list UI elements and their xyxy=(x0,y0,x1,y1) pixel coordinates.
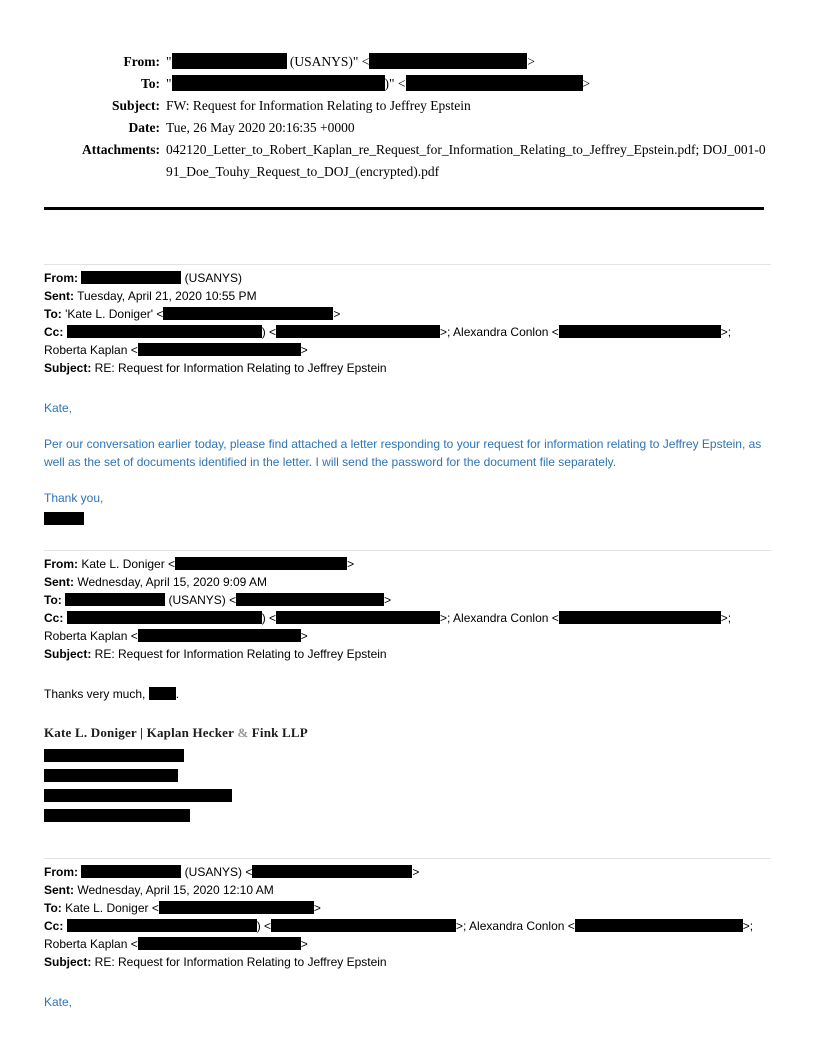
body-paragraph xyxy=(44,724,771,742)
redaction-bar xyxy=(44,789,232,802)
email-divider xyxy=(44,858,771,859)
redaction-bar xyxy=(163,307,333,320)
redaction-bar xyxy=(406,75,583,91)
text-segment: >; Alexandra Conlon < xyxy=(456,919,575,933)
text-segment: > xyxy=(384,593,392,607)
quoted-email-headers xyxy=(44,863,771,971)
text-segment: >; Alexandra Conlon < xyxy=(440,325,559,339)
redaction-bar xyxy=(236,593,384,606)
header-thick-divider xyxy=(44,207,764,210)
header-line xyxy=(44,881,771,899)
redaction-bar xyxy=(559,325,721,338)
header-line xyxy=(44,899,771,917)
text-segment: ) < xyxy=(261,325,277,339)
header-line xyxy=(44,917,771,935)
text-segment: Tuesday, April 21, 2020 10:55 PM xyxy=(74,289,257,303)
redaction-bar xyxy=(172,75,385,91)
text-segment: Subject: xyxy=(44,361,92,375)
text-segment: To: xyxy=(44,593,62,607)
header-line xyxy=(44,323,771,341)
text-segment: > xyxy=(333,307,341,321)
text-segment: RE: Request for Information Relating to Jeffrey Epstein xyxy=(91,361,387,375)
body-paragraph xyxy=(44,435,771,471)
header-line xyxy=(44,341,771,359)
redaction-bar xyxy=(138,343,301,356)
text-segment: Wednesday, April 15, 2020 12:10 AM xyxy=(74,883,274,897)
header-field-value xyxy=(166,117,771,139)
text-segment: > xyxy=(582,76,591,91)
text-segment: Roberta Kaplan < xyxy=(44,343,138,357)
header-field-from xyxy=(44,51,771,73)
header-field-attachments xyxy=(44,139,771,183)
redaction-bar xyxy=(81,865,181,878)
redaction-bar xyxy=(559,611,721,624)
header-field-label: Attachments: xyxy=(82,142,160,157)
email-divider xyxy=(44,264,771,265)
text-segment: >; xyxy=(720,325,732,339)
header-line xyxy=(44,591,771,609)
redaction-bar xyxy=(44,512,84,525)
redaction-bar xyxy=(67,919,257,932)
text-segment: & xyxy=(237,725,249,740)
email-divider xyxy=(44,550,771,551)
header-line xyxy=(44,627,771,645)
header-line xyxy=(44,305,771,323)
redaction-line xyxy=(44,769,771,787)
quoted-email-2 xyxy=(44,550,771,827)
header-field-subject xyxy=(44,95,771,117)
text-segment: Kate L. Doniger < xyxy=(78,557,176,571)
text-segment: From: xyxy=(44,271,78,285)
redaction-bar xyxy=(44,809,190,822)
header-line xyxy=(44,645,771,663)
header-line xyxy=(44,555,771,573)
header-line xyxy=(44,609,771,627)
text-segment: Kate, xyxy=(44,401,73,415)
text-segment: > xyxy=(412,865,420,879)
body-paragraph xyxy=(44,993,771,1011)
text-segment: >; Alexandra Conlon < xyxy=(440,611,559,625)
quoted-email-headers xyxy=(44,555,771,663)
header-field-value xyxy=(166,139,771,183)
quoted-email-1 xyxy=(44,264,771,530)
text-segment: > xyxy=(300,629,308,643)
text-segment: Sent: xyxy=(44,575,74,589)
redaction-bar xyxy=(138,629,301,642)
text-segment: > xyxy=(527,54,536,69)
redaction-bar xyxy=(276,325,440,338)
header-field-value xyxy=(166,95,771,117)
text-segment: >; xyxy=(742,919,754,933)
header-field-label: Subject: xyxy=(112,98,160,113)
redaction-bar xyxy=(65,593,165,606)
redaction-bar xyxy=(67,611,262,624)
text-segment: RE: Request for Information Relating to Jeffrey Epstein xyxy=(91,647,387,661)
redaction-line xyxy=(44,809,771,827)
text-segment: Cc: xyxy=(44,325,64,339)
text-segment: Cc: xyxy=(44,919,64,933)
text-segment: Fink LLP xyxy=(248,725,308,740)
text-segment: Cc: xyxy=(44,611,64,625)
text-segment: (USANYS) < xyxy=(181,865,253,879)
text-segment: Sent: xyxy=(44,883,74,897)
redaction-bar xyxy=(271,919,456,932)
body-paragraph xyxy=(44,685,771,703)
redaction-bar xyxy=(159,901,314,914)
text-segment: > xyxy=(300,343,308,357)
quoted-email-body xyxy=(44,993,771,1011)
text-segment: Kate L. Doniger | Kaplan Hecker xyxy=(44,725,238,740)
text-segment: To: xyxy=(44,901,62,915)
header-field-label: To: xyxy=(140,76,160,91)
header-line xyxy=(44,269,771,287)
text-segment: >; xyxy=(720,611,732,625)
header-line xyxy=(44,359,771,377)
header-line xyxy=(44,935,771,953)
body-paragraph xyxy=(44,399,771,417)
redaction-bar xyxy=(575,919,743,932)
header-field-value xyxy=(166,73,771,95)
text-segment: Roberta Kaplan < xyxy=(44,629,138,643)
quoted-email-3 xyxy=(44,858,771,1011)
redaction-line xyxy=(44,789,771,807)
body-paragraph xyxy=(44,489,771,507)
text-segment: From: xyxy=(44,557,78,571)
redaction-bar xyxy=(172,53,287,69)
redaction-bar xyxy=(67,325,262,338)
header-field-to xyxy=(44,73,771,95)
text-segment: Wednesday, April 15, 2020 9:09 AM xyxy=(74,575,268,589)
header-line xyxy=(44,573,771,591)
header-line xyxy=(44,287,771,305)
text-segment: From: xyxy=(44,865,78,879)
text-segment: Roberta Kaplan < xyxy=(44,937,138,951)
quoted-email-body xyxy=(44,399,771,530)
text-segment: 042120_Letter_to_Robert_Kaplan_re_Request_for_Information_Relating_to_Jeffrey_Epstein.pdf; DOJ_001-091_Doe_Touhy_Request_to_DOJ_(encrypted).pdf xyxy=(166,142,766,179)
redaction-bar xyxy=(81,271,181,284)
email-chain xyxy=(44,264,771,1011)
text-segment: Per our conversation earlier today, please find attached a letter responding to your request for information relating to Jeffrey Epstein, as well as the set of documents identified in the letter. I will send the password for the document file separately. xyxy=(44,437,762,469)
text-segment: " xyxy=(166,54,172,69)
text-segment: > xyxy=(313,901,321,915)
text-segment: " xyxy=(166,76,172,91)
header-field-label: From: xyxy=(123,54,160,69)
redaction-bar xyxy=(252,865,412,878)
text-segment: ) < xyxy=(256,919,272,933)
text-segment: Subject: xyxy=(44,647,92,661)
header-field-label: Date: xyxy=(128,120,160,135)
text-segment: Thank you, xyxy=(44,491,104,505)
text-segment: Sent: xyxy=(44,289,74,303)
text-segment: Kate, xyxy=(44,995,73,1009)
redaction-bar xyxy=(175,557,347,570)
redaction-bar xyxy=(44,749,184,762)
redaction-bar xyxy=(276,611,440,624)
redaction-line xyxy=(44,749,771,767)
text-segment: 'Kate L. Doniger' < xyxy=(61,307,164,321)
text-segment: Thanks very much, xyxy=(44,687,149,701)
text-segment: > xyxy=(347,557,355,571)
redaction-bar xyxy=(44,769,178,782)
text-segment: RE: Request for Information Relating to Jeffrey Epstein xyxy=(91,955,387,969)
redaction-bar xyxy=(149,687,176,700)
redaction-bar xyxy=(369,53,527,69)
text-segment: > xyxy=(300,937,308,951)
text-segment: (USANYS) < xyxy=(165,593,237,607)
text-segment: )" < xyxy=(384,76,406,91)
header-line xyxy=(44,863,771,881)
header-line xyxy=(44,953,771,971)
text-segment: Kate L. Doniger < xyxy=(61,901,159,915)
text-segment: ) < xyxy=(261,611,277,625)
text-segment: (USANYS)" < xyxy=(286,54,370,69)
redaction-line xyxy=(44,512,771,530)
text-segment: Subject: xyxy=(44,955,92,969)
header-field-date xyxy=(44,117,771,139)
text-segment: FW: Request for Information Relating to Jeffrey Epstein xyxy=(166,98,471,113)
text-segment: To: xyxy=(44,307,62,321)
quoted-email-body xyxy=(44,685,771,827)
quoted-email-headers xyxy=(44,269,771,377)
header-field-value xyxy=(166,51,771,73)
text-segment: (USANYS) xyxy=(181,271,243,285)
message-header xyxy=(44,51,771,183)
redaction-bar xyxy=(138,937,301,950)
text-segment: . xyxy=(175,687,180,701)
text-segment: Tue, 26 May 2020 20:16:35 +0000 xyxy=(166,120,355,135)
